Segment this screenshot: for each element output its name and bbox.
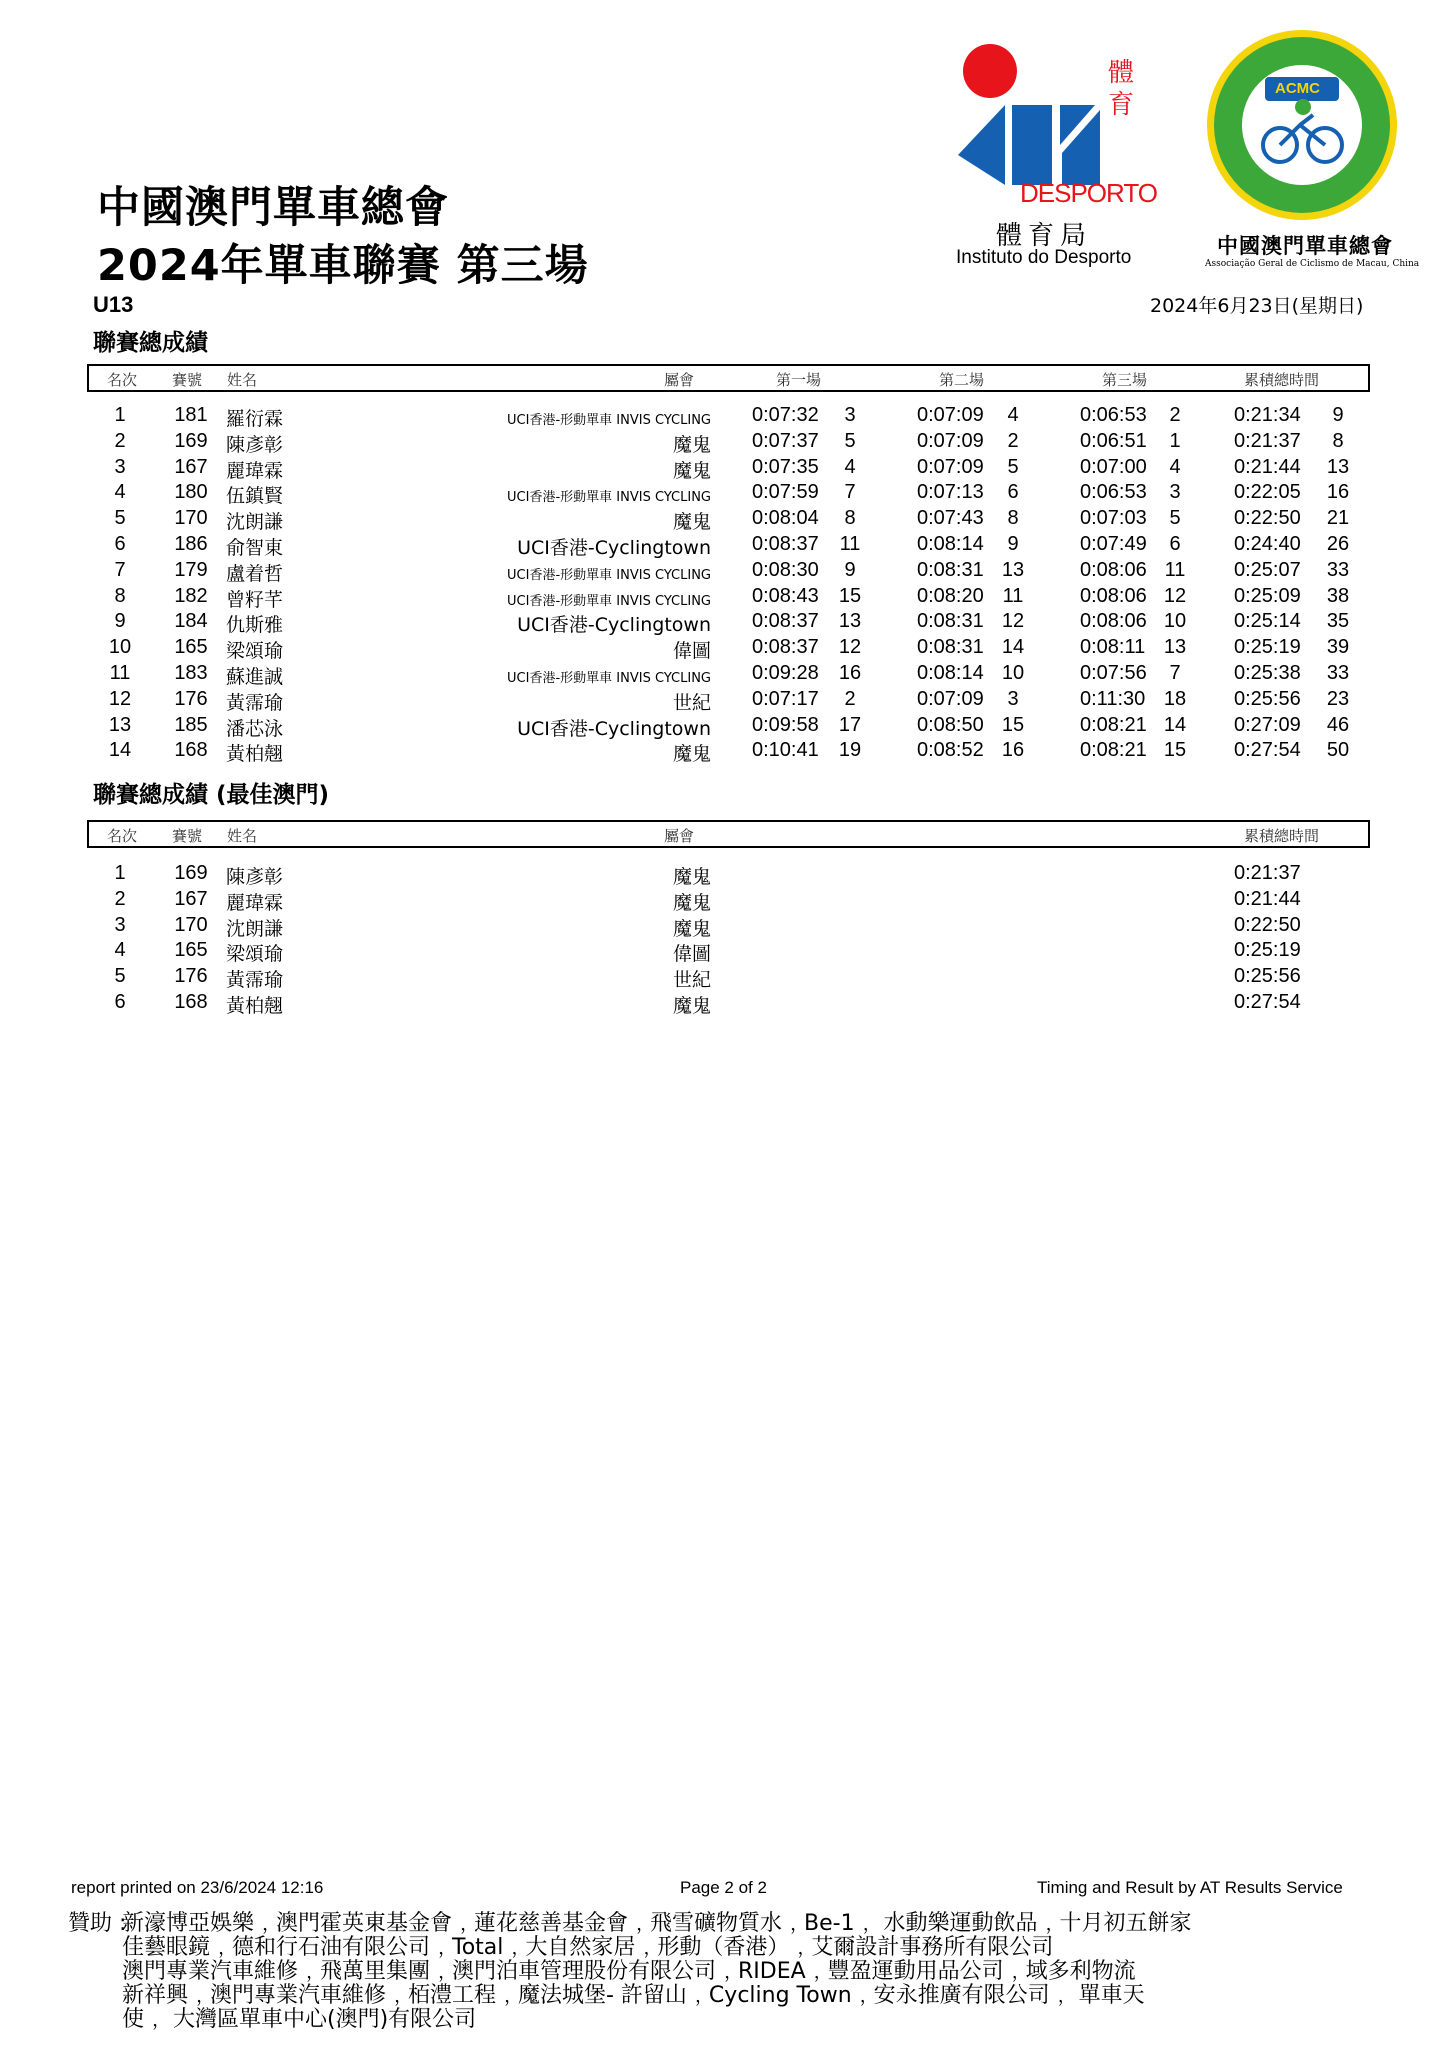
stage1-place: 15	[838, 584, 862, 607]
stage3-place: 6	[1169, 533, 1181, 555]
total-time: 0:27:09	[1234, 713, 1301, 736]
section-title-overall: 聯賽總成績	[93, 330, 208, 356]
stage2-time: 0:08:20	[917, 584, 984, 607]
desporto-logo	[950, 35, 1157, 270]
stage2-time: 0:07:43	[917, 507, 984, 530]
stage1-place: 2	[844, 687, 856, 710]
bib-cell: 181	[174, 404, 208, 426]
name-cell: 梁頌瑜	[226, 640, 284, 663]
rank-cell: 11	[109, 662, 131, 684]
total-points: 16	[1326, 481, 1350, 504]
stage1-time: 0:07:32	[752, 404, 819, 426]
stage1-place: 19	[838, 739, 862, 762]
category-label: U13	[93, 292, 134, 317]
total-points: 33	[1326, 558, 1350, 581]
club-cell: UCI香港-形動單車 INVIS CYCLING	[507, 671, 711, 686]
total-points: 21	[1326, 507, 1350, 530]
sponsor-list	[122, 1912, 1392, 2032]
stage3-time: 0:07:49	[1080, 533, 1147, 555]
rank-cell: 1	[114, 404, 126, 426]
rank-cell: 14	[108, 739, 132, 762]
stage3-place: 7	[1169, 662, 1181, 684]
stage3-place: 3	[1169, 481, 1181, 504]
stage1-time: 0:07:17	[752, 687, 819, 710]
stage2-place: 9	[1007, 533, 1019, 555]
header-club: 屬會	[664, 371, 695, 389]
stage1-time: 0:07:37	[752, 429, 819, 452]
desporto-pt: Instituto do Desporto	[956, 247, 1132, 268]
rank-cell: 9	[114, 610, 126, 633]
stage1-time: 0:09:58	[752, 713, 819, 736]
rank-cell: 3	[114, 913, 126, 936]
stage3-time: 0:11:30	[1080, 687, 1146, 710]
header-bib: 賽號	[172, 827, 203, 845]
bib-cell: 168	[174, 991, 208, 1013]
rank-cell: 8	[114, 584, 126, 607]
stage2-place: 8	[1007, 507, 1019, 530]
sponsor-line: 新濠博亞娛樂﹐澳門霍英東基金會﹐蓮花慈善基金會﹐飛雪礦物質水﹐Be-1﹐ 水動樂運動飲品﹐十月初五餅家	[122, 1911, 1192, 1936]
stage1-time: 0:08:37	[752, 533, 819, 555]
total-points: 38	[1326, 584, 1350, 607]
stage3-place: 15	[1163, 739, 1187, 762]
name-cell: 曾籽芊	[226, 588, 284, 611]
stage2-time: 0:07:13	[917, 481, 984, 504]
name-cell: 蘇進誠	[226, 666, 284, 688]
bib-cell: 170	[174, 913, 208, 936]
stage2-place: 15	[1001, 713, 1025, 736]
table-row	[0, 430, 1448, 456]
table-row	[0, 481, 1448, 507]
bib-cell: 165	[174, 636, 208, 659]
stage2-place: 11	[1002, 584, 1024, 607]
stage3-time: 0:08:06	[1080, 558, 1147, 581]
sponsor-line: 新祥興﹐澳門專業汽車維修﹐栢澧工程﹐魔法城堡- 許留山﹐Cycling Town﹐安永推廣有限公司﹐ 單車天	[122, 1983, 1145, 2008]
total-time: 0:21:37	[1234, 429, 1301, 452]
name-cell: 盧着哲	[226, 562, 284, 585]
stage1-place: 8	[844, 507, 856, 530]
club-cell: 世紀	[672, 969, 711, 992]
total-time: 0:22:50	[1234, 507, 1301, 530]
stage1-time: 0:10:41	[752, 739, 819, 762]
stage2-place: 2	[1007, 429, 1019, 452]
bib-cell: 186	[174, 533, 208, 555]
stage2-time: 0:07:09	[917, 687, 984, 710]
table-row	[0, 533, 1448, 559]
name-cell: 黃霈瑜	[226, 969, 284, 992]
bib-cell: 167	[174, 455, 208, 478]
name-cell: 俞智東	[226, 537, 284, 559]
name-cell: 麗瑋霖	[226, 459, 284, 482]
total-time: 0:25:19	[1234, 636, 1301, 659]
page-number: Page 2 of 2	[680, 1878, 767, 1897]
club-cell: 魔鬼	[672, 866, 711, 888]
stage2-time: 0:07:09	[917, 404, 984, 426]
stage1-time: 0:08:43	[752, 584, 819, 607]
header-total: 累積總時間	[1244, 827, 1320, 845]
total-time: 0:22:50	[1234, 913, 1301, 936]
rank-cell: 7	[114, 558, 126, 581]
club-cell: UCI香港-形動單車 INVIS CYCLING	[507, 413, 711, 428]
page-title: 中國澳門單車總會	[97, 183, 449, 233]
section-title-best-macau: 聯賽總成績 (最佳澳門)	[93, 782, 330, 808]
acmc-abbr: ACMC	[1275, 80, 1320, 97]
bib-cell: 180	[174, 481, 208, 504]
total-time: 0:25:09	[1234, 584, 1301, 607]
bib-cell: 184	[174, 610, 208, 633]
header-stage2: 第二場	[939, 371, 985, 389]
stage3-place: 18	[1163, 687, 1187, 710]
stage1-place: 12	[838, 636, 862, 659]
stage1-place: 16	[838, 662, 862, 684]
name-cell: 黃柏翹	[226, 743, 284, 766]
table-row	[0, 739, 1448, 765]
club-cell: UCI香港-Cyclingtown	[517, 717, 711, 740]
stage3-place: 11	[1164, 558, 1186, 581]
stage3-time: 0:08:06	[1080, 610, 1147, 633]
table-row	[0, 559, 1448, 585]
club-cell: UCI香港-形動單車 INVIS CYCLING	[507, 593, 711, 609]
rank-cell: 2	[114, 887, 126, 910]
table-row	[0, 662, 1448, 688]
rank-cell: 12	[108, 687, 132, 710]
header-rank: 名次	[107, 827, 138, 845]
desporto-cn: 體育局	[996, 221, 1093, 251]
header-total: 累積總時間	[1244, 371, 1320, 389]
stage3-time: 0:07:03	[1080, 507, 1147, 530]
club-cell: 魔鬼	[672, 511, 711, 534]
table-row	[0, 888, 1448, 914]
stage1-time: 0:07:59	[752, 481, 819, 504]
acmc-pt: Associação Geral de Ciclismo de Macau, China	[1205, 259, 1420, 269]
stage1-place: 11	[839, 533, 861, 555]
total-points: 35	[1326, 610, 1350, 633]
header-stage1: 第一場	[776, 371, 822, 389]
name-cell: 黃柏翹	[226, 995, 284, 1017]
rank-cell: 4	[114, 481, 126, 504]
rank-cell: 4	[114, 939, 126, 962]
table-row	[0, 585, 1448, 611]
page-subtitle: 2024年單車聯賽 第三場	[97, 241, 589, 291]
table-row	[0, 965, 1448, 991]
rank-cell: 5	[114, 965, 126, 988]
bib-cell: 185	[174, 713, 208, 736]
stage3-time: 0:08:06	[1080, 584, 1147, 607]
club-cell: 魔鬼	[672, 995, 711, 1017]
stage1-place: 3	[844, 404, 856, 426]
name-cell: 陳彥彰	[226, 866, 284, 888]
club-cell: UCI香港-Cyclingtown	[517, 537, 711, 559]
total-time: 0:21:44	[1234, 887, 1301, 910]
total-points: 23	[1326, 687, 1350, 710]
header-stage3: 第三場	[1102, 371, 1148, 389]
stage2-time: 0:08:31	[917, 636, 984, 659]
total-time: 0:24:40	[1234, 533, 1301, 555]
table-row	[0, 714, 1448, 740]
total-points: 13	[1326, 455, 1350, 478]
stage1-place: 4	[844, 455, 856, 478]
stage1-place: 17	[838, 713, 862, 736]
name-cell: 陳彥彰	[226, 433, 284, 456]
stage2-time: 0:08:52	[917, 739, 984, 762]
total-time: 0:21:34	[1234, 404, 1301, 426]
desporto-chars: 體育	[1108, 58, 1135, 120]
stage3-place: 4	[1169, 455, 1181, 478]
stage1-place: 9	[844, 558, 856, 581]
stage3-place: 10	[1163, 610, 1187, 633]
stage2-place: 5	[1007, 455, 1019, 478]
acmc-cn: 中國澳門單車總會	[1217, 233, 1393, 258]
stage3-time: 0:07:56	[1080, 662, 1147, 684]
stage1-place: 13	[838, 610, 862, 633]
stage3-time: 0:06:51	[1080, 429, 1147, 452]
stage3-place: 2	[1169, 404, 1181, 426]
stage2-time: 0:08:14	[917, 662, 984, 684]
bib-cell: 169	[174, 429, 208, 452]
rank-cell: 13	[108, 713, 132, 736]
stage2-place: 10	[1001, 662, 1025, 684]
header-rank: 名次	[107, 371, 138, 389]
stage2-time: 0:07:09	[917, 455, 984, 478]
table-row	[0, 507, 1448, 533]
stage3-place: 13	[1163, 636, 1187, 659]
total-time: 0:25:14	[1234, 610, 1301, 633]
bib-cell: 165	[174, 939, 208, 962]
club-cell: 偉圖	[672, 640, 711, 663]
stage3-time: 0:06:53	[1080, 481, 1147, 504]
stage3-place: 14	[1163, 713, 1187, 736]
stage2-place: 13	[1001, 558, 1025, 581]
rank-cell: 5	[114, 507, 126, 530]
stage2-place: 14	[1001, 636, 1025, 659]
bib-cell: 183	[174, 662, 208, 684]
club-cell: 魔鬼	[672, 891, 711, 914]
club-cell: UCI香港-Cyclingtown	[517, 614, 711, 637]
total-points: 50	[1326, 739, 1350, 762]
stage1-place: 7	[844, 481, 856, 504]
total-points: 8	[1332, 429, 1344, 452]
total-time: 0:25:07	[1234, 558, 1301, 581]
name-cell: 沈朗謙	[226, 511, 284, 534]
stage2-place: 4	[1007, 404, 1019, 426]
total-points: 26	[1326, 533, 1350, 555]
name-cell: 黃霈瑜	[226, 691, 284, 714]
sponsor-line: 澳門專業汽車維修﹐飛萬里集團﹐澳門泊車管理股份有限公司﹐RIDEA﹐豐盈運動用品公司﹐域多利物流	[122, 1959, 1136, 1984]
total-time: 0:25:19	[1234, 939, 1301, 962]
table-row	[0, 404, 1448, 430]
stage1-time: 0:09:28	[752, 662, 819, 684]
bib-cell: 167	[174, 887, 208, 910]
printed-timestamp: report printed on 23/6/2024 12:16	[71, 1878, 324, 1897]
bib-cell: 182	[174, 584, 208, 607]
table-row	[0, 636, 1448, 662]
total-time: 0:21:44	[1234, 455, 1301, 478]
name-cell: 仇斯雅	[226, 614, 284, 637]
stage2-time: 0:08:50	[917, 713, 984, 736]
stage1-time: 0:07:35	[752, 455, 819, 478]
sponsor-label: 贊助 :	[68, 1911, 127, 1936]
stage1-time: 0:08:30	[752, 558, 819, 581]
name-cell: 麗瑋霖	[226, 891, 284, 914]
stage2-place: 3	[1007, 687, 1019, 710]
stage3-place: 12	[1163, 584, 1187, 607]
total-time: 0:21:37	[1234, 862, 1301, 884]
total-points: 46	[1326, 713, 1350, 736]
stage3-time: 0:08:11	[1080, 636, 1146, 659]
club-cell: UCI香港-形動單車 INVIS CYCLING	[507, 567, 711, 583]
bib-cell: 168	[174, 739, 208, 762]
total-time: 0:22:05	[1234, 481, 1301, 504]
total-time: 0:27:54	[1234, 991, 1301, 1013]
bib-cell: 176	[174, 687, 208, 710]
rank-cell: 6	[114, 533, 126, 555]
bib-cell: 170	[174, 507, 208, 530]
table-row	[0, 914, 1448, 940]
table-row	[0, 862, 1448, 888]
name-cell: 梁頌瑜	[226, 943, 284, 966]
header-club: 屬會	[664, 827, 695, 845]
rank-cell: 3	[114, 455, 126, 478]
rank-cell: 10	[108, 636, 132, 659]
header-bib: 賽號	[172, 371, 203, 389]
name-cell: 潘芯泳	[226, 717, 284, 740]
stage3-time: 0:08:21	[1080, 713, 1147, 736]
stage3-time: 0:07:00	[1080, 455, 1147, 478]
total-time: 0:25:38	[1234, 662, 1301, 684]
stage3-time: 0:08:21	[1080, 739, 1147, 762]
stage2-time: 0:08:14	[917, 533, 984, 555]
table-row	[0, 939, 1448, 965]
club-cell: UCI香港-形動單車 INVIS CYCLING	[507, 490, 711, 506]
table-header-overall	[87, 364, 1370, 392]
club-cell: 魔鬼	[672, 743, 711, 766]
bib-cell: 179	[174, 558, 208, 581]
event-date: 2024年6月23日(星期日)	[1150, 295, 1364, 317]
stage1-time: 0:08:37	[752, 636, 819, 659]
stage2-time: 0:08:31	[917, 610, 984, 633]
stage3-place: 5	[1169, 507, 1181, 530]
table-row	[0, 610, 1448, 636]
bib-cell: 176	[174, 965, 208, 988]
club-cell: 魔鬼	[672, 917, 711, 940]
total-points: 9	[1332, 404, 1344, 426]
total-time: 0:25:56	[1234, 965, 1301, 988]
name-cell: 沈朗謙	[226, 917, 284, 940]
name-cell: 伍鎮賢	[226, 485, 284, 508]
bib-cell: 169	[174, 862, 208, 884]
timing-service: Timing and Result by AT Results Service	[1037, 1878, 1343, 1897]
total-points: 33	[1326, 662, 1350, 684]
total-points: 39	[1326, 636, 1350, 659]
sponsor-line: 佳藝眼鏡﹐德和行石油有限公司﹐Total﹐大自然家居﹐形動（香港）﹐艾爾設計事務所有限公司	[122, 1935, 1054, 1960]
stage2-place: 16	[1001, 739, 1025, 762]
sponsor-line: 使﹐ 大灣區單車中心(澳門)有限公司	[122, 2007, 477, 2032]
acmc-logo	[1205, 25, 1420, 275]
stage3-time: 0:06:53	[1080, 404, 1147, 426]
stage2-time: 0:08:31	[917, 558, 984, 581]
club-cell: 魔鬼	[672, 459, 711, 482]
stage2-time: 0:07:09	[917, 429, 984, 452]
club-cell: 世紀	[672, 691, 711, 714]
stage2-place: 12	[1001, 610, 1025, 633]
stage2-place: 6	[1007, 481, 1019, 504]
rank-cell: 1	[114, 862, 126, 884]
name-cell: 羅衍霖	[226, 408, 284, 430]
club-cell: 偉圖	[672, 943, 711, 966]
stage3-place: 1	[1169, 429, 1181, 452]
header-name: 姓名	[227, 371, 258, 389]
club-cell: 魔鬼	[672, 433, 711, 456]
desporto-word: DESPORTO	[1020, 178, 1157, 208]
table-header-best-macau	[87, 820, 1370, 848]
total-time: 0:27:54	[1234, 739, 1301, 762]
header-name: 姓名	[227, 827, 258, 845]
rank-cell: 2	[114, 429, 126, 452]
table-row	[0, 991, 1448, 1017]
stage1-time: 0:08:04	[752, 507, 819, 530]
stage1-place: 5	[844, 429, 856, 452]
stage1-time: 0:08:37	[752, 610, 819, 633]
total-time: 0:25:56	[1234, 687, 1301, 710]
table-row	[0, 688, 1448, 714]
rank-cell: 6	[114, 991, 126, 1013]
table-row	[0, 456, 1448, 482]
